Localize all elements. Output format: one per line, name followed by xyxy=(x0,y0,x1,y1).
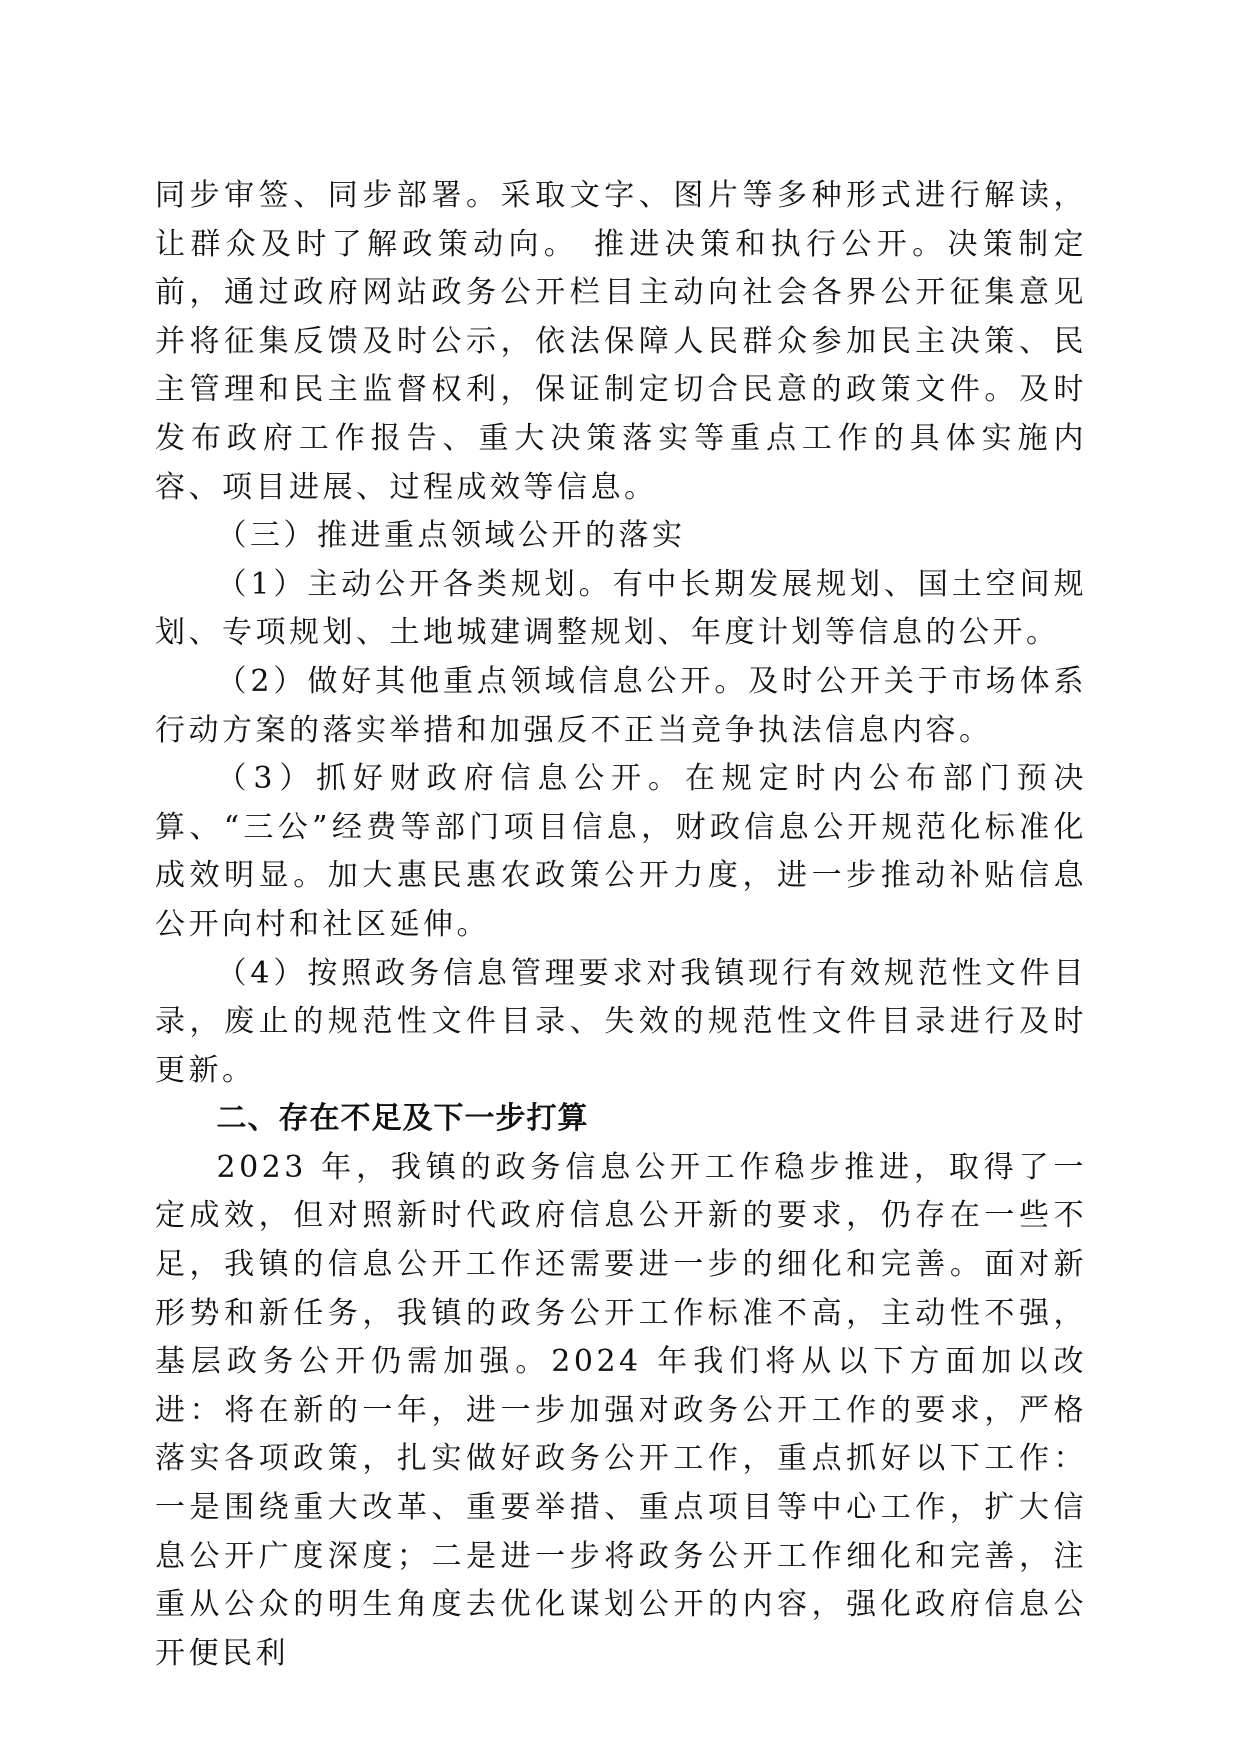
paragraph-continued: 同步审签、同步部署。采取文字、图片等多种形式进行解读，让群众及时了解政策动向。 推进决策和执行公开。决策制定前，通过政府网站政务公开栏目主动向社会各界公开征集意见并将征集反馈及时公示，依法保障人民群众参加民主决策、民主管理和民主监督权利，保证制定切合民意的政策文件。及时发布政府工作报告、重大决策落实等重点工作的具体实施内容、项目进展、过程成效等信息。 xyxy=(155,178,1087,505)
paragraph-item-4: （4）按照政务信息管理要求对我镇现行有效规范性文件目录，废止的规范性文件目录、失效的规范性文件目录进行及时更新。 xyxy=(155,955,1087,1088)
paragraph-shortcomings: 2023 年，我镇的政务信息公开工作稳步推进，取得了一定成效，但对照新时代政府信息公开新的要求，仍存在一些不足，我镇的信息公开工作还需要进一步的细化和完善。面对新形势和新任务，我镇的政务公开工作标准不高，主动性不强，基层政务公开仍需加强。2024 年我们将从以下方面加以改进：将在新的一年，进一步加强对政务公开工作的要求，严格落实各项政策，扎实做好政务公开工作，重点抓好以下工作：一是围绕重大改革、重要举措、重点项目等中心工作，扩大信息公开广度深度；二是进一步将政务公开工作细化和完善，注重从公众的明生角度去优化谋划公开的内容，强化政府信息公开便民利 xyxy=(155,1149,1087,1671)
paragraph-item-2: （2）做好其他重点领域信息公开。及时公开关于市场体系行动方案的落实举措和加强反不正当竞争执法信息内容。 xyxy=(155,663,1087,748)
section-heading: 二、存在不足及下一步打算 xyxy=(216,1101,589,1137)
section-subheading: （三）推进重点领域公开的落实 xyxy=(216,518,686,554)
paragraph-item-3: （3）抓好财政府信息公开。在规定时内公布部门预决算、“三公”经费等部门项目信息，财政信息公开规范化标准化成效明显。加大惠民惠农政策公开力度，进一步推动补贴信息公开向村和社区延伸。 xyxy=(155,761,1087,942)
document-body xyxy=(155,172,1087,1678)
paragraph-item-1: （1）主动公开各类规划。有中长期发展规划、国土空间规划、专项规划、土地城建调整规划、年度计划等信息的公开。 xyxy=(155,566,1087,651)
